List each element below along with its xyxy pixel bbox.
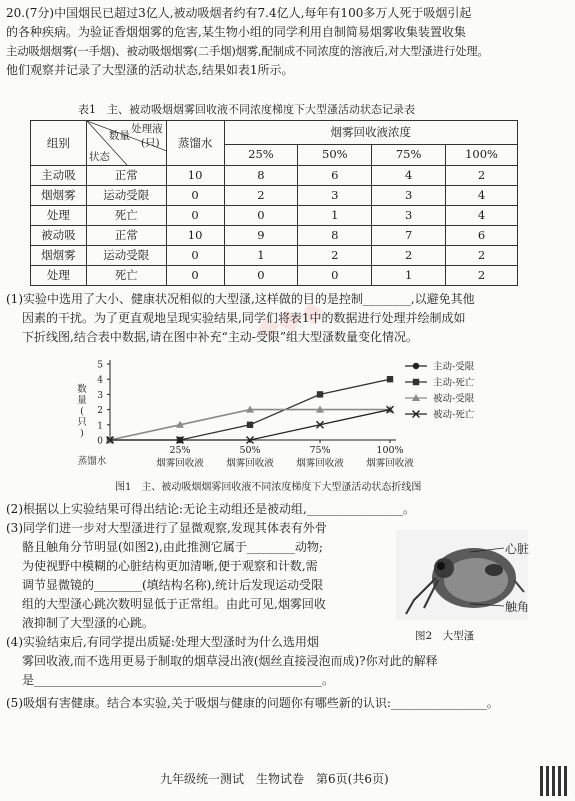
sub-question-2: (2)根据以上实验结果可得出结论:无论主动组还是被动组,________________。 [6, 502, 415, 516]
chart-caption: 图1 主、被动吸烟烟雾回收液不同浓度梯度下大型溞活动状态折线图 [115, 482, 422, 493]
value-cell: 4 [446, 186, 518, 206]
state-cell: 运动受限 [86, 186, 166, 206]
y-axis-label-char: 量 [77, 395, 87, 406]
y-axis-label-char: ) [80, 428, 84, 439]
conc-level: 50% [298, 144, 372, 165]
state-cell: 死亡 [86, 266, 166, 286]
line-chart [60, 350, 500, 480]
corner-unit: (只) [140, 137, 160, 149]
state-cell: 运动受限 [86, 246, 166, 266]
table-row [31, 226, 518, 246]
x-tick-label: 蒸馏水 [77, 456, 107, 467]
value-cell: 2 [446, 166, 518, 186]
value-cell: 2 [224, 186, 298, 206]
value-cell: 3 [372, 206, 446, 226]
sub4-line: 是________________________________________________。 [22, 673, 335, 687]
legend-label: 被动-死亡 [433, 409, 475, 421]
y-tick-label: 5 [97, 360, 103, 371]
value-cell: 1 [372, 266, 446, 286]
x-tick-label: 100% [376, 445, 404, 456]
page-footer: 九年级统一测试 生物试卷 第6页(共6页) [160, 772, 389, 786]
value-cell: 8 [298, 226, 372, 246]
y-tick-label: 2 [97, 406, 103, 417]
legend-label: 主动-死亡 [433, 377, 475, 389]
value-cell: 9 [224, 226, 298, 246]
value-cell: 0 [166, 186, 224, 206]
sub3-line: (3)同学们进一步对大型溞进行了显微观察,发现其体表有外骨 [6, 521, 327, 535]
x-tick-label: 50% [239, 445, 261, 456]
sub3-line: 组的大型溞心跳次数明显低于正常组。由此可见,烟雾回收 [22, 597, 326, 611]
corner-bottom: 状态 [88, 151, 110, 163]
sub-question-4 [6, 633, 557, 690]
legend-label: 主动-受限 [433, 361, 475, 373]
value-cell: 7 [372, 226, 446, 246]
value-cell: 0 [298, 266, 372, 286]
watermark: ◆◆◆ [251, 292, 328, 347]
conc-level: 25% [224, 144, 298, 165]
value-cell: 2 [298, 246, 372, 266]
state-cell: 正常 [86, 226, 166, 246]
x-tick-label: 烟雾回收液 [296, 458, 344, 469]
legend-marker [413, 379, 419, 385]
corner-mid: 数量 [108, 130, 130, 142]
qr-code [540, 766, 570, 796]
value-cell: 3 [372, 186, 446, 206]
sub-question-3 [6, 519, 390, 633]
x-tick-label: 烟雾回收液 [226, 458, 274, 469]
label-antenna: 触角 [505, 600, 530, 614]
table-row [31, 206, 518, 226]
state-cell: 死亡 [86, 206, 166, 226]
conc-level: 100% [446, 144, 518, 165]
conc-level: 75% [372, 144, 446, 165]
y-tick-label: 0 [97, 436, 103, 447]
value-cell: 2 [372, 246, 446, 266]
figure2-leader-lines [470, 540, 510, 610]
value-cell: 3 [298, 186, 372, 206]
series-2-point [387, 376, 393, 382]
sub1-line: 因素的干扰。为了更直观地呈现实验结果,同学们将表1中的数据进行处理并绘制成如 [22, 311, 466, 325]
value-cell: 0 [166, 266, 224, 286]
y-axis-label-char: ( [80, 406, 84, 417]
intro-line: 20.(7分)中国烟民已超过3亿人,被动吸烟者约有7.4亿人,每年有100多万人死于吸烟引起 [6, 6, 472, 20]
figure2-caption: 图2 大型溞 [415, 630, 475, 642]
group-name-line: 处理 [31, 206, 87, 226]
legend-label: 被动-受限 [433, 393, 475, 405]
sub3-line: 为使视野中模糊的心脏结构更加清晰,便于观察和计数,需 [22, 559, 318, 573]
label-heart: 心脏 [505, 542, 530, 556]
table-row [31, 166, 518, 186]
sub3-line: 骼且触角分节明显(如图2),由此推测它属于________动物; [22, 540, 323, 554]
value-cell: 0 [166, 206, 224, 226]
value-cell: 8 [224, 166, 298, 186]
group-header: 组别 [31, 121, 87, 166]
x-tick-label: 烟雾回收液 [366, 458, 414, 469]
group-name-line: 烟烟雾 [31, 246, 87, 266]
corner-header [86, 121, 166, 166]
table-row [31, 246, 518, 266]
sub-question-5: (5)吸烟有害健康。结合本实验,关于吸烟与健康的问题你有哪些新的认识:________________。 [6, 696, 499, 710]
value-cell: 0 [224, 266, 298, 286]
table-caption: 表1 主、被动吸烟烟雾回收液不同浓度梯度下大型溞活动状态记录表 [78, 103, 415, 116]
group-name-line: 主动吸 [31, 166, 87, 186]
series-2-point [317, 391, 323, 397]
x-tick-label: 烟雾回收液 [156, 458, 204, 469]
value-cell: 4 [372, 166, 446, 186]
sub1-line: 下折线图,结合表中数据,请在图中补充“主动-受限”组大型溞数量变化情况。 [22, 330, 418, 344]
intro-line: 的各种疾病。为验证香烟烟雾的危害,某生物小组的同学利用自制简易烟雾收集装置收集 [6, 25, 466, 39]
value-cell: 0 [166, 246, 224, 266]
value-cell: 2 [446, 266, 518, 286]
value-cell: 0 [224, 206, 298, 226]
conc-header: 烟雾回收液浓度 [224, 121, 517, 145]
value-cell: 10 [166, 226, 224, 246]
y-tick-label: 1 [97, 421, 103, 432]
sub4-line: (4)实验结束后,有同学提出质疑:处理大型溞时为什么选用烟 [6, 635, 319, 649]
state-cell: 正常 [86, 166, 166, 186]
table-row [31, 266, 518, 286]
y-tick-label: 4 [97, 375, 103, 386]
series-2-point [247, 422, 253, 428]
intro-line: 主动吸烟烟雾(一手烟)、被动吸烟烟雾(二手烟)烟雾,配制成不同浓度的溶液后,对大型溞进行处理。 [6, 44, 489, 58]
group-name-line: 被动吸 [31, 226, 87, 246]
x-tick-label: 75% [309, 445, 331, 456]
legend-marker [413, 363, 419, 369]
group-name-line: 烟烟雾 [31, 186, 87, 206]
value-cell: 4 [446, 206, 518, 226]
y-axis-label-char: 只 [77, 417, 87, 428]
y-axis-label-char: 数 [77, 384, 87, 395]
table-1 [30, 120, 518, 286]
x-tick-label: 25% [169, 445, 191, 456]
y-tick-label: 3 [97, 390, 103, 401]
question-20-intro [6, 4, 557, 80]
sub3-line: 液抑制了大型溞的心跳。 [22, 616, 155, 630]
sub3-line: 调节显微镜的________(填结构名称),统计后发现运动受限 [22, 578, 324, 592]
value-cell: 10 [166, 166, 224, 186]
sub-question-1 [6, 290, 557, 347]
value-cell: 1 [298, 206, 372, 226]
value-cell: 6 [446, 226, 518, 246]
water-header: 蒸馏水 [166, 121, 224, 166]
table-row [31, 186, 518, 206]
value-cell: 2 [446, 246, 518, 266]
sub4-line: 雾回收液,而不选用更易于制取的烟草浸出液(烟丝直接浸泡而成)?你对此的解释 [22, 654, 438, 668]
value-cell: 6 [298, 166, 372, 186]
corner-top: 处理液 [131, 123, 163, 135]
sub1-line: (1)实验中选用了大小、健康状况相似的大型溞,这样做的目的是控制________,以避免其他 [6, 292, 475, 306]
intro-line: 他们观察并记录了大型溞的活动状态,结果如表1所示。 [6, 63, 294, 77]
value-cell: 1 [224, 246, 298, 266]
group-name-line: 处理 [31, 266, 87, 286]
